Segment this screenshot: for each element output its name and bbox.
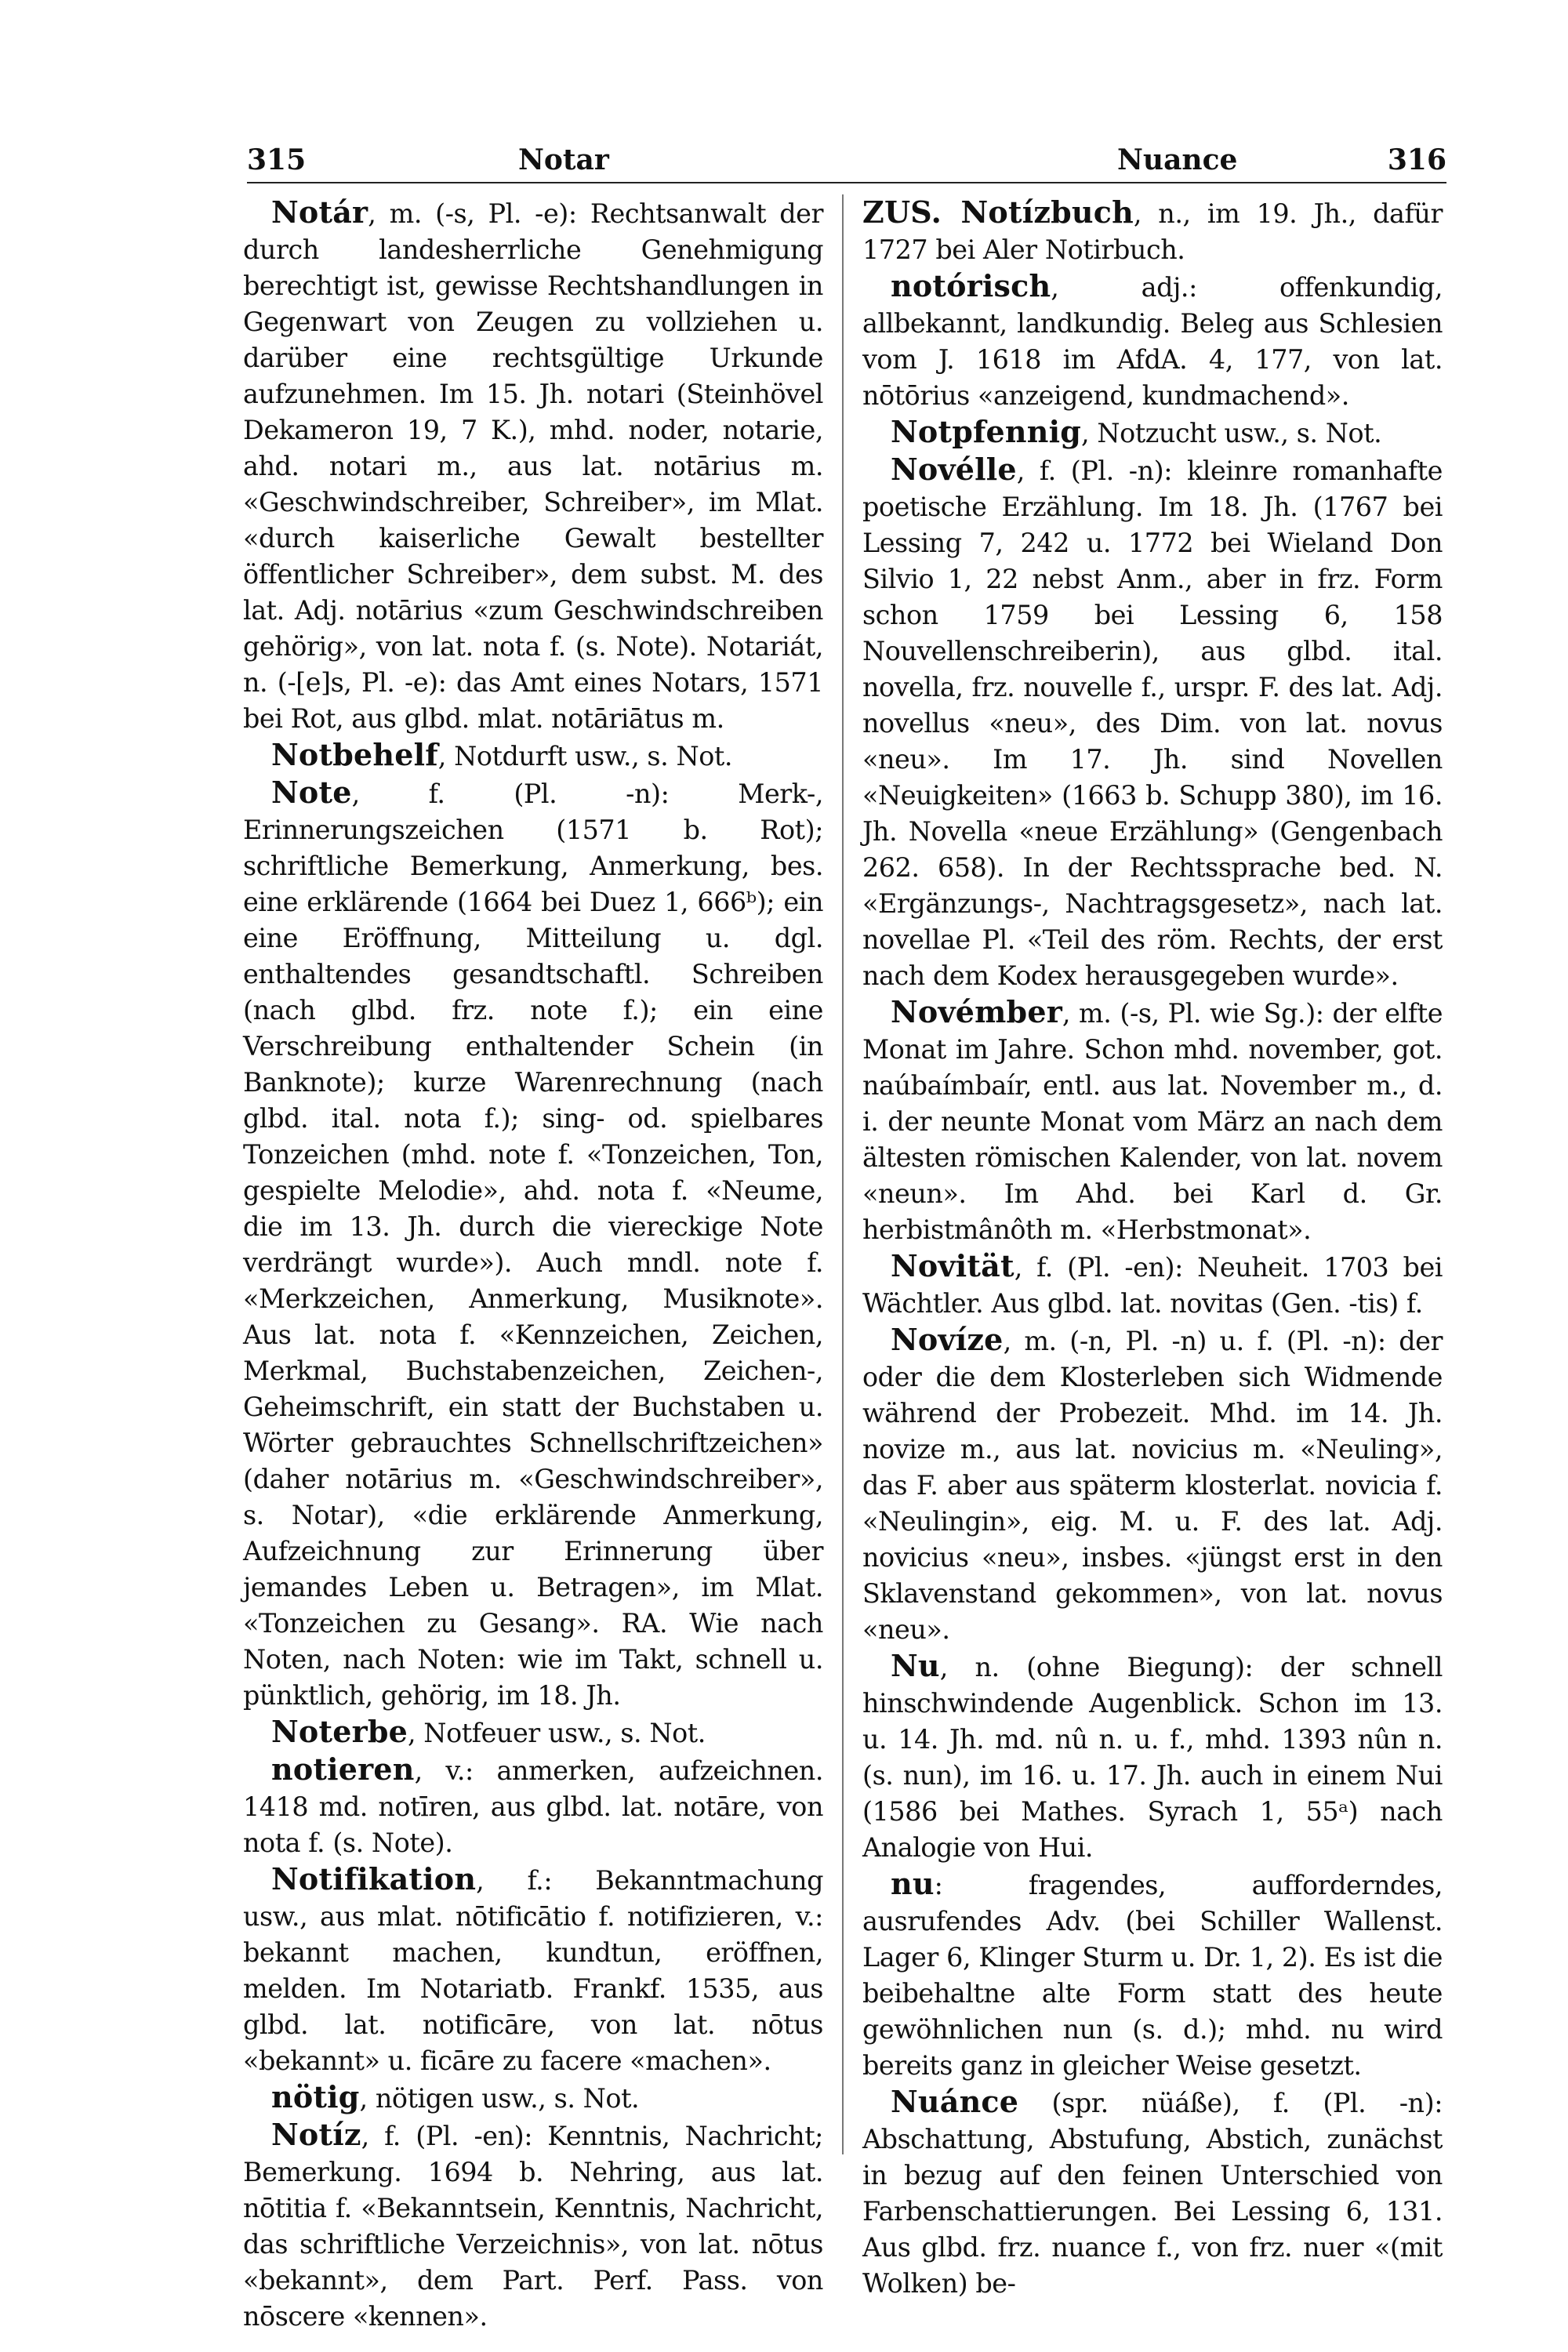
column-divider [842,194,844,2154]
entry-notbehelf: Notbehelf, Notdurft usw., s. Not. [271,737,732,772]
entry-notar: Notár, m. (-s, Pl. -e): Rechtsanwalt der durch landesherrliche Genehmigung berechtigt ist, gewisse Rechtshandlungen in Gegenwart von Zeugen zu vollziehen u. darüber eine rechtsgültige Urkunde aufzunehmen. Im 15. Jh. notari (Steinhövel Dekameron 19, 7 K.), mhd. noder, notarie, ahd. notari m., aus lat. notārius m. «Geschwindschreiber, Schreiber», im Mlat. «durch kaiserliche Gewalt bestellter öffentlicher Schreiber», dem subst. M. des lat. Adj. notārius «zum Geschwindschreiben gehörig», von lat. nota f. (s. Note). Notariát, n. (-[e]s, Pl. -e): das Amt eines Notars, 1571 bei Rot, aus glbd. mlat. notāriātus m. [243,194,823,734]
entry-noterbe: Noterbe, Notfeuer usw., s. Not. [271,1714,706,1749]
entry-noetig: nötig, nötigen usw., s. Not. [271,2079,640,2114]
entry-notieren: notieren, v.: anmerken, aufzeichnen. 1418 md. notīren, aus glbd. lat. notāre, von nota f. (s. Note). [243,1751,823,1858]
entry-note: Note, f. (Pl. -n): Merk-, Erinnerungszeichen (1571 b. Rot); schriftliche Bemerkung, Anmerkung, bes. eine erklärende (1664 bei Duez 1, 666ᵇ); ein eine Eröffnung, Mitteilung u. dgl. enthaltendes gesandtschaftl. Schreiben (nach glbd. frz. note f.); ein eine Verschreibung enthaltender Schein (in Banknote); kurze Warenrechnung (nach glbd. ital. nota f.); sing- od. spielbares Tonzeichen (mhd. note f. «Tonzeichen, Ton, gespielte Melodie», ahd. nota f. «Neume, die im 13. Jh. durch die viereckige Note verdrängt wurde»). Auch mndl. note f. «Merkzeichen, Anmerkung, Musiknote». Aus lat. nota f. «Kennzeichen, Zeichen, Merkmal, Buchstabenzeichen, Zeichen-, Geheimschrift, ein statt der Buchstaben u. Wörter gebrauchtes Schnellschriftzeichen» (daher notārius m. «Geschwindschreiber», s. Notar), «die erklärende Anmerkung, Aufzeichnung zur Erinnerung über jemandes Leben u. Betragen», im Mlat. «Tonzeichen zu Gesang». RA. Wie nach Noten, nach Noten: wie im Takt, schnell u. pünktlich, gehörig, im 18. Jh. [243,775,823,1711]
entry-novitaet: Novität, f. (Pl. -en): Neuheit. 1703 bei Wächtler. Aus glbd. lat. novitas (Gen. -tis) f. [862,1248,1443,1319]
left-page-number: 315 [247,143,307,176]
right-page-number: 316 [1387,143,1446,176]
entry-nu-noun: Nu, n. (ohne Biegung): der schnell hinschwindende Augenblick. Schon im 13. u. 14. Jh. md. nû n. u. f., mhd. 1393 nûn n. (s. nun), im 16. u. 17. Jh. auch in einem Nui (1586 bei Mathes. Syrach 1, 55ᵃ) nach Analogie von Hui. [862,1648,1443,1863]
entry-nu-adverb: nu: fragendes, aufforderndes, ausrufendes Adv. (bei Schiller Wallenst. Lager 6, Klinger Sturm u. Dr. 1, 2). Es ist die beibehaltne alte Form statt des heute gewöhnlichen nun (s. d.); mhd. nu wird bereits ganz in gleicher Weise gesetzt. [862,1866,1443,2081]
entry-novelle: Novélle, f. (Pl. -n): kleinre romanhafte poetische Erzählung. Im 18. Jh. (1767 bei Lessing 7, 242 u. 1772 bei Wieland Don Silvio 1, 22 nebst Anm., aber in frz. Form schon 1759 bei Lessing 6, 158 Nouvellenschreiberin), aus glbd. ital. novella, frz. nouvelle f., urspr. F. des lat. Adj. novellus «neu», des Dim. von lat. novus «neu». Im 17. Jh. sind Novellen «Neuigkeiten» (1663 b. Schupp 380), im 16. Jh. Novella «neue Erzählung» (Gengenbach 262. 658). In der Rechtssprache bed. N. «Ergänzungs-, Nachtragsgesetz», nach lat. novellae Pl. «Teil des röm. Rechts, der erst nach dem Kodex herausgegeben wurde». [862,452,1443,991]
left-headword: Notar [518,143,609,176]
entry-notpfennig: Notpfennig, Notzucht usw., s. Not. [891,414,1382,449]
entry-november: Novémber, m. (-s, Pl. wie Sg.): der elfte Monat im Jahre. Schon mhd. november, got. naúbaímbaír, entl. aus lat. November m., d. i. der neunte Monat vom März an nach dem ältesten römischen Kalender, von lat. novem «neun». Im Ahd. bei Karl d. Gr. herbistmânôth m. «Herbstmonat». [862,994,1443,1245]
running-header [247,138,1446,183]
right-column [862,194,1443,2302]
entry-nuance: Nuánce (spr. nüáße), f. (Pl. -n): Abschattung, Abstufung, Abstich, zunächst in bezug auf den feinen Unterschied von Farbenschattierungen. Bei Lessing 6, 131. Aus glbd. frz. nuance f., von frz. nuer «(mit Wolken) be- [862,2084,1443,2299]
entry-notifikation: Notifikation, f.: Bekanntmachung usw., aus mlat. nōtificātio f. notifizieren, v.: bekannt machen, kundtun, eröffnen, melden. Im Notariatb. Frankf. 1535, aus glbd. lat. notificāre, von lat. nōtus «bekannt» u. ficāre zu facere «machen». [243,1861,823,2076]
entry-notorisch: notórisch, adj.: offenkundig, allbekannt, landkundig. Beleg aus Schlesien vom J. 1618 im AfdA. 4, 177, von lat. nōtōrius «anzeigend, kundmachend». [862,268,1443,411]
left-column [243,194,823,2335]
entry-notizbuch: ZUS. Notízbuch, n., im 19. Jh., dafür 1727 bei Aler Notirbuch. [862,194,1443,265]
right-headword: Nuance [1117,143,1238,176]
entry-novize: Novíze, m. (-n, Pl. -n) u. f. (Pl. -n): der oder die dem Klosterleben sich Widmende während der Probezeit. Mhd. im 14. Jh. novize m., aus lat. novicius m. «Neuling», das F. aber aus späterm klosterlat. novicia f. «Neulingin», eig. M. u. F. des lat. Adj. novicius «neu», insbes. «jüngst erst in den Sklavenstand gekommen», von lat. novus «neu». [862,1322,1443,1645]
entry-notiz: Notíz, f. (Pl. -en): Kenntnis, Nachricht; Bemerkung. 1694 b. Nehring, aus lat. nōtitia f. «Bekanntsein, Kenntnis, Nachricht, das schriftliche Verzeichnis», von lat. nōtus «bekannt», dem Part. Perf. Pass. von nōscere «kennen». [243,2117,823,2332]
